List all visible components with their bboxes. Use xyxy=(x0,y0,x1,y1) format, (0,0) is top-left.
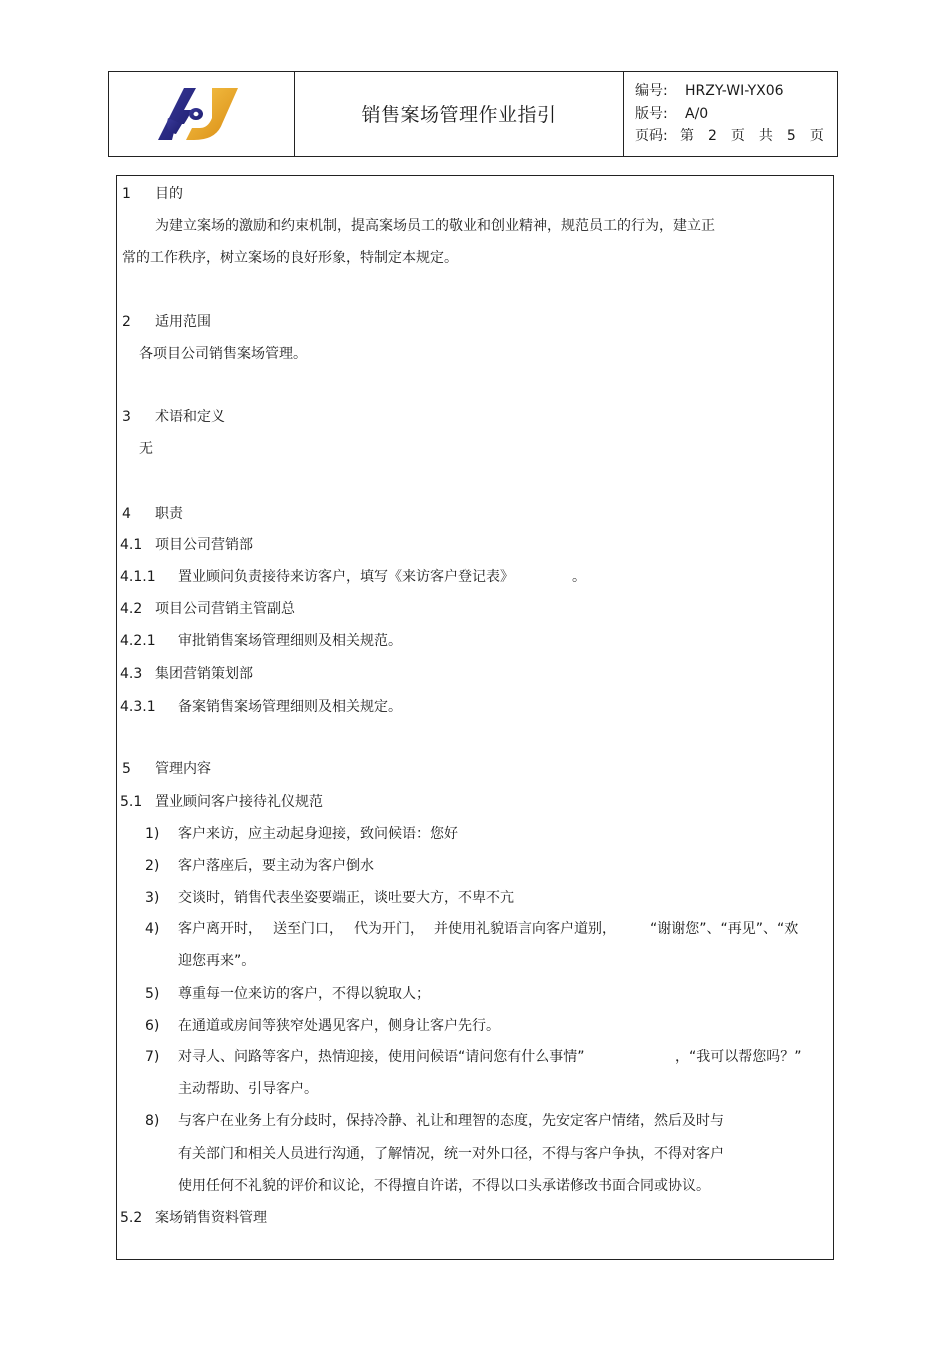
paragraph: 为建立案场的激励和约束机制，提高案场员工的敬业和创业精神，规范员工的行为，建立正 xyxy=(155,218,715,234)
list-item-text: 与客户在业务上有分歧时，保持冷静、礼让和理智的态度，先安定客户情绪，然后及时与 xyxy=(178,1113,724,1129)
clause xyxy=(120,698,402,716)
section-number: 3 xyxy=(122,409,131,425)
list-item xyxy=(145,1112,724,1130)
clause-text: 置业顾问负责接待来访客户，填写《来访客户登记表》 xyxy=(178,569,514,585)
clause xyxy=(120,568,586,586)
list-item-text: 并使用礼貌语言向客户道别， xyxy=(434,921,616,937)
subsection-number: 4.2 xyxy=(120,601,143,617)
list-item-text: “谢谢您”、“再见”、“欢 xyxy=(650,921,799,937)
list-item-number: 8) xyxy=(145,1113,160,1129)
section-title: 适用范围 xyxy=(155,314,211,330)
list-item xyxy=(145,920,799,938)
section-heading xyxy=(122,505,183,523)
list-item xyxy=(145,1048,802,1066)
subsection-number: 4.1 xyxy=(120,537,143,553)
list-item-number: 1) xyxy=(145,826,160,842)
section-heading xyxy=(122,408,225,426)
list-item-text: 客户落座后，要主动为客户倒水 xyxy=(178,858,374,874)
clause-number: 4.3.1 xyxy=(120,699,156,715)
subsection-title: 案场销售资料管理 xyxy=(155,1210,267,1226)
clause xyxy=(120,632,402,650)
list-item-text: 客户离开时， xyxy=(178,921,262,937)
subsection xyxy=(120,600,295,618)
paragraph: 各项目公司销售案场管理。 xyxy=(139,346,307,362)
section-heading xyxy=(122,313,211,331)
code-value: HRZY-WI-YX06 xyxy=(685,83,784,99)
subsection-title: 置业顾问客户接待礼仪规范 xyxy=(155,794,323,810)
list-item-text: 送至门口， xyxy=(273,921,343,937)
list-item-text: 交谈时，销售代表坐姿要端正，谈吐要大方，不卑不亢 xyxy=(178,890,514,906)
list-item-text: 在通道或房间等狭窄处遇见客户，侧身让客户先行。 xyxy=(178,1018,500,1034)
company-logo xyxy=(154,84,246,146)
clause-text: 备案销售案场管理细则及相关规定。 xyxy=(178,699,402,715)
page-label: 页码: xyxy=(635,128,668,144)
code-label: 编号: xyxy=(635,83,668,99)
list-item-number: 7) xyxy=(145,1049,160,1065)
section-number: 1 xyxy=(122,186,131,202)
subsection xyxy=(120,536,253,554)
section-title: 术语和定义 xyxy=(155,409,225,425)
version-label: 版号: xyxy=(635,105,668,122)
version-value: A/0 xyxy=(685,105,709,122)
document-meta xyxy=(635,80,824,148)
list-item-text: 代为开门， xyxy=(354,921,424,937)
list-item-continuation: 主动帮助、引导客户。 xyxy=(178,1081,318,1097)
subsection xyxy=(120,793,323,811)
section-heading xyxy=(122,185,183,203)
list-item-number: 4) xyxy=(145,921,160,937)
document-title: 销售案场管理作业指引 xyxy=(361,104,557,126)
page-info: 第 2 页 共 5 页 xyxy=(680,128,824,144)
section-number: 2 xyxy=(122,314,131,330)
list-item-text: ，“我可以帮您吗？” xyxy=(675,1049,802,1065)
section-number: 4 xyxy=(122,506,131,522)
list-item-continuation: 使用任何不礼貌的评价和议论，不得擅自许诺，不得以口头承诺修改书面合同或协议。 xyxy=(178,1178,710,1194)
list-item-number: 2) xyxy=(145,858,160,874)
subsection-number: 4.3 xyxy=(120,666,143,682)
list-item-text: 对寻人、问路等客户，热情迎接，使用问候语“请问您有什么事情” xyxy=(178,1049,585,1065)
list-item xyxy=(145,857,374,875)
clause-number: 4.2.1 xyxy=(120,633,156,649)
clause-text: 审批销售案场管理细则及相关规范。 xyxy=(178,633,402,649)
section-title: 管理内容 xyxy=(155,761,211,777)
section-number: 5 xyxy=(122,761,131,777)
paragraph: 常的工作秩序，树立案场的良好形象，特制定本规定。 xyxy=(122,250,458,266)
subsection-title: 集团营销策划部 xyxy=(155,666,253,682)
subsection-title: 项目公司营销主管副总 xyxy=(155,601,295,617)
list-item-number: 6) xyxy=(145,1018,160,1034)
section-title: 目的 xyxy=(155,186,183,202)
clause-end: 。 xyxy=(572,569,586,585)
subsection xyxy=(120,665,253,683)
list-item-text: 客户来访，应主动起身迎接，致问候语：您好 xyxy=(178,826,458,842)
list-item-continuation: 有关部门和相关人员进行沟通，了解情况，统一对外口径，不得与客户争执，不得对客户 xyxy=(178,1146,724,1162)
section-title: 职责 xyxy=(155,506,183,522)
list-item xyxy=(145,889,514,907)
section-heading xyxy=(122,760,211,778)
subsection-number: 5.1 xyxy=(120,794,143,810)
list-item-continuation: 迎您再来”。 xyxy=(178,953,256,969)
paragraph: 无 xyxy=(139,441,153,457)
subsection-number: 5.2 xyxy=(120,1210,143,1226)
header-divider xyxy=(623,72,624,156)
list-item-number: 3) xyxy=(145,890,160,906)
clause-number: 4.1.1 xyxy=(120,569,156,585)
document-header xyxy=(108,71,838,157)
subsection xyxy=(120,1209,267,1227)
list-item-text: 尊重每一位来访的客户，不得以貌取人； xyxy=(178,986,430,1002)
list-item xyxy=(145,1017,500,1035)
list-item xyxy=(145,825,458,843)
subsection-title: 项目公司营销部 xyxy=(155,537,253,553)
list-item xyxy=(145,985,430,1003)
list-item-number: 5) xyxy=(145,986,160,1002)
